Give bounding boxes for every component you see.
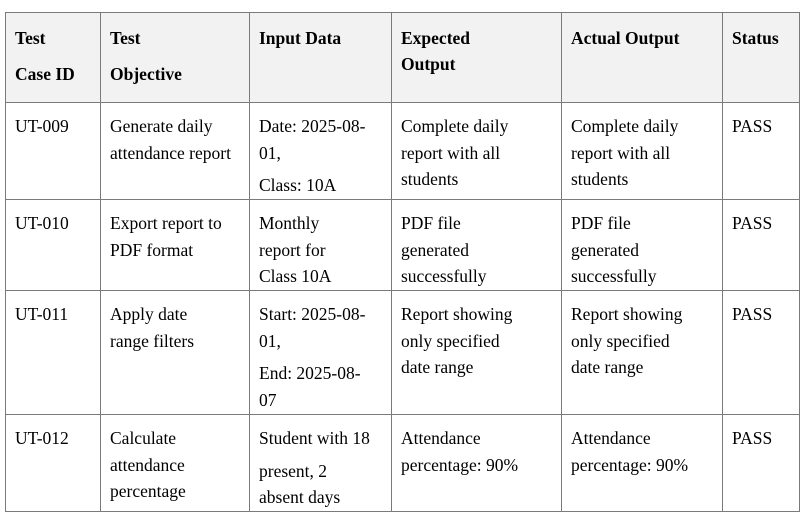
header-expected-output: Expected Output <box>392 13 562 103</box>
cell-input-data <box>250 291 392 415</box>
input-paragraph: present, 2 absent days <box>259 460 341 507</box>
cell-status: PASS <box>723 103 800 200</box>
cell-actual-output: Complete daily report with all students <box>562 103 723 200</box>
header-actual-output: Actual Output <box>562 13 723 103</box>
table-row <box>6 103 800 200</box>
cell-expected-output: Complete daily report with all students <box>392 103 562 200</box>
header-input-data: Input Data <box>250 13 392 103</box>
cell-input-data <box>250 200 392 291</box>
cell-status: PASS <box>723 415 800 512</box>
cell-test-objective: Apply date range filters <box>101 291 250 415</box>
header-test-case-id: Test Case ID <box>6 13 101 103</box>
cell-test-objective: Export report to PDF format <box>101 200 250 291</box>
input-paragraph: Start: 2025-08- 01, <box>259 304 366 351</box>
cell-expected-output: Report showing only specified date range <box>392 291 562 415</box>
cell-actual-output: Attendance percentage: 90% <box>562 415 723 512</box>
cell-actual-output: Report showing only specified date range <box>562 291 723 415</box>
cell-test-objective: Generate daily attendance report <box>101 103 250 200</box>
cell-expected-output: PDF file generated successfully <box>392 200 562 291</box>
input-paragraph: Class: 10A <box>259 175 337 195</box>
cell-input-data <box>250 415 392 512</box>
input-paragraph: Date: 2025-08- 01, <box>259 116 366 163</box>
header-test-objective: Test Objective <box>101 13 250 103</box>
test-case-table <box>5 12 800 512</box>
table-row <box>6 200 800 291</box>
input-paragraph: End: 2025-08- 07 <box>259 363 361 410</box>
cell-status: PASS <box>723 291 800 415</box>
header-status: Status <box>723 13 800 103</box>
table-header-row <box>6 13 800 103</box>
cell-input-data <box>250 103 392 200</box>
cell-actual-output: PDF file generated successfully <box>562 200 723 291</box>
cell-test-case-id: UT-011 <box>6 291 101 415</box>
input-paragraph: Student with 18 <box>259 428 370 448</box>
table-row <box>6 291 800 415</box>
cell-expected-output: Attendance percentage: 90% <box>392 415 562 512</box>
table-row <box>6 415 800 512</box>
cell-test-case-id: UT-012 <box>6 415 101 512</box>
cell-test-objective: Calculate attendance percentage <box>101 415 250 512</box>
cell-status: PASS <box>723 200 800 291</box>
cell-test-case-id: UT-009 <box>6 103 101 200</box>
cell-test-case-id: UT-010 <box>6 200 101 291</box>
input-paragraph: Monthly report for Class 10A <box>259 213 332 286</box>
